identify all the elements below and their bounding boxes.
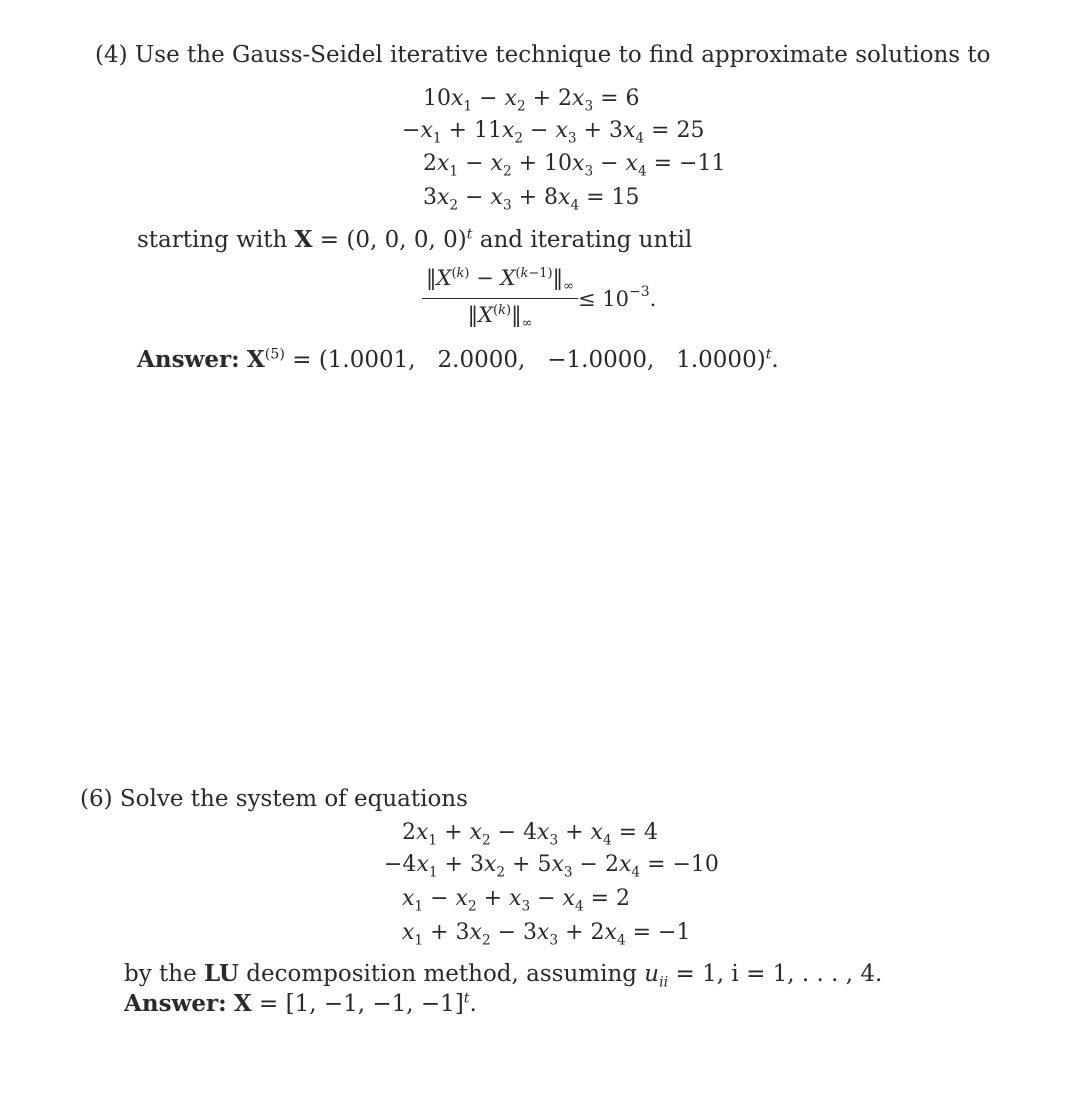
relative-error-fraction: $\frac{‖X^{(k)} - X^{(k-1)}‖_\infty}{‖X^{(k)}‖_\infty}$ <box>422 266 578 331</box>
problem4-equation-4: $3x_2 - x_3 + 8x_4 = 15$ <box>423 185 640 214</box>
problem6-intro: Solve the system of equations <box>119 786 468 812</box>
problem4-intro: Use the Gauss-Seidel iterative technique to find approximate solutions to <box>134 42 991 68</box>
problem6-number: (6) <box>80 786 113 812</box>
problem4-number: (4) <box>95 42 128 68</box>
problem6-method: by the LU decomposition method, assuming $u_{ii} = 1$, i = 1, . . . , 4. <box>124 960 883 991</box>
answer-label: Answer: <box>124 990 227 1017</box>
problem4-equation-3: $2x_1 - x_2 + 10x_3 - x_4 = -11$ <box>423 151 726 180</box>
problem6-equation-1: $2x_1 + x_2 - 4x_3 + x_4 = 4$ <box>402 820 659 849</box>
problem6-equation-3: $x_1 - x_2 + x_3 - x_4 = 2$ <box>402 886 631 915</box>
problem6-answer: Answer: X = [1, −1, −1, −1]$^t$. <box>124 990 477 1017</box>
problem4-statement <box>95 42 991 68</box>
problem4-starting-condition: starting with X = (0, 0, 0, 0)$^t$ and iterating until <box>137 226 693 253</box>
problem6-equation-4: $x_1 + 3x_2 - 3x_3 + 2x_4 = -1$ <box>402 920 691 949</box>
problem4-answer: Answer: $X^{(5)} = (1.0001$, 2.0000, −1.0000, 1.0000)$^t$. <box>137 346 779 373</box>
problem4-equation-2: $-x_1 + 11x_2 - x_3 + 3x_4 = 25$ <box>402 118 705 147</box>
problem6-statement <box>80 786 468 812</box>
problem6-equation-2: $-4x_1 + 3x_2 + 5x_3 - 2x_4 = -10$ <box>384 852 719 881</box>
problem4-stopping-criterion: $\frac{‖X^{(k)} - X^{(k-1)}‖_\infty}{‖X^{(k)}‖_\infty}$ ≤ 10 −3 . <box>422 266 656 331</box>
problem4-equation-1: $10x_1 - x_2 + 2x_3 = 6$ <box>423 86 640 115</box>
answer-label: Answer: <box>137 346 240 373</box>
